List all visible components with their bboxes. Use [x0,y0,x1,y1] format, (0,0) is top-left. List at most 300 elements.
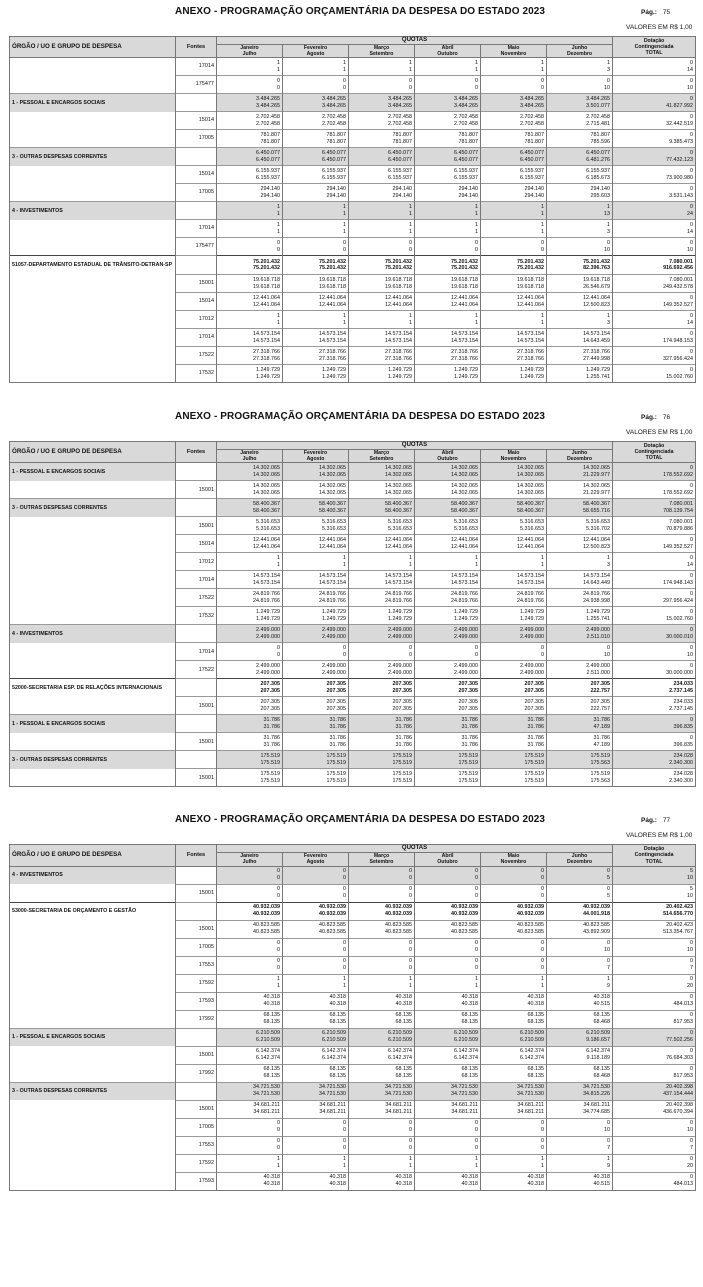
quota-cell [481,166,547,184]
quota-cell [415,1118,481,1136]
quota-cell [217,589,283,607]
quota-value-second-half: 1 [409,210,412,217]
quota-value-second-half: 7 [607,965,611,972]
quota-value-second-half: 0 [409,1145,412,1152]
quota-cell [283,1154,349,1172]
quota-value-first-half: 58.400.367 [253,501,280,508]
quota-value-second-half: 0 [343,246,346,253]
quota-value-second-half: 1 [541,561,544,568]
fonte-code: 15014 [176,535,217,553]
quota-value-second-half: 68.135 [527,1019,544,1026]
quota-cell [283,184,349,202]
quota-cell [481,463,547,481]
quota-cell [481,956,547,974]
dotacao-cell [613,535,696,553]
quota-value-second-half: 24.819.766 [517,597,544,604]
unit-row [10,902,696,920]
quota-value-first-half: 6.210.509 [454,1030,478,1037]
header-month [481,852,547,866]
quota-value-second-half: 68.135 [461,1019,478,1026]
quota-cell [349,884,415,902]
header-month-first: Junho [571,852,588,859]
quota-cell [217,58,283,76]
quota-value-second-half: 24.819.766 [451,597,478,604]
quota-value-first-half: 1.249.729 [388,367,412,374]
quota-cell [217,1118,283,1136]
org-label [10,311,176,329]
quota-cell [283,202,349,220]
quota-value-first-half: 1 [343,555,346,562]
quota-value-first-half: 781.807 [260,132,280,139]
dotacao-cell [613,1100,696,1118]
quota-value-second-half: 14.573.154 [451,579,478,586]
quota-value-first-half: 14.302.065 [517,483,544,490]
quota-cell [217,256,283,275]
quota-cell [217,866,283,884]
org-label: 1 - PESSOAL E ENCARGOS SOCIAIS [10,715,176,733]
header-month-second: Outubro [437,50,458,57]
dotacao-contingenciada: 20.402.423 [666,904,694,911]
quota-value-first-half: 40.823.585 [583,922,611,929]
quota-value-second-half: 6.155.937 [322,174,346,181]
quota-value-first-half: 1 [541,204,544,211]
quota-cell [283,238,349,256]
quota-value-second-half: 58.400.367 [517,507,544,514]
quota-cell [547,715,613,733]
quota-cell [283,553,349,571]
quota-cell [481,751,547,769]
quota-cell [547,625,613,643]
quota-value-second-half: 0 [343,84,346,91]
quota-value-second-half: 1.249.729 [520,373,544,380]
quota-cell [481,679,547,697]
quota-value-first-half: 0 [541,886,544,893]
quota-cell [481,733,547,751]
dotacao-contingenciada: 0 [690,349,694,356]
quota-value-second-half: 12.441.064 [451,301,478,308]
quota-value-first-half: 6.210.509 [586,1030,611,1037]
dotacao-cell [613,166,696,184]
quota-value-second-half: 27.449.998 [583,355,611,362]
quota-value-first-half: 2.499.000 [388,663,412,670]
quota-value-first-half: 2.499.000 [454,627,478,634]
header-month [415,44,481,58]
quota-value-first-half: 0 [541,1120,544,1127]
quota-cell [481,184,547,202]
quota-cell [415,293,481,311]
fonte-code: 15014 [176,293,217,311]
quota-value-first-half: 1 [343,1156,346,1163]
quota-value-second-half: 0 [277,1145,280,1152]
org-label [10,884,176,902]
quota-cell [481,481,547,499]
quota-cell [217,733,283,751]
header-dotacao-line: TOTAL [645,50,663,57]
quota-cell [349,202,415,220]
quota-value-second-half: 175.519 [524,777,544,784]
quota-value-first-half: 1 [409,222,412,229]
quota-value-first-half: 1 [541,313,544,320]
quota-value-first-half: 14.573.154 [253,331,280,338]
header-month-second: Agosto [306,456,325,463]
quota-value-first-half: 1 [277,204,280,211]
quota-value-second-half: 0 [409,651,412,658]
quota-value-first-half: 1 [607,222,611,229]
quota-value-second-half: 12.500.823 [583,543,611,550]
dotacao-cell [613,220,696,238]
dotacao-total: 77.432.123 [666,156,694,163]
header-month-first: Maio [507,852,520,859]
quota-cell [547,1064,613,1082]
quota-value-first-half: 14.302.065 [385,483,412,490]
quota-cell [415,607,481,625]
dotacao-contingenciada: 5 [690,868,694,875]
quota-value-second-half: 12.441.064 [451,543,478,550]
dotacao-contingenciada: 0 [690,204,694,211]
quota-value-second-half: 1 [475,561,478,568]
header-month-first: Abril [441,44,454,51]
source-row [10,553,696,571]
quota-value-second-half: 0 [277,246,280,253]
quota-value-second-half: 0 [409,893,412,900]
dotacao-total: 437.154.444 [663,1091,694,1098]
quota-cell [283,679,349,697]
quota-value-second-half: 0 [409,965,412,972]
source-row [10,571,696,589]
quota-value-second-half: 294.140 [458,192,478,199]
quota-value-first-half: 0 [277,240,280,247]
quota-cell [481,884,547,902]
fonte-code: 17532 [176,365,217,383]
expense-group-row [10,625,696,643]
header-quotas: QUOTAS [217,442,613,450]
source-row [10,535,696,553]
quota-value-first-half: 6.142.374 [586,1048,611,1055]
source-row [10,238,696,256]
quota-value-first-half: 0 [607,645,611,652]
fonte-code: 17012 [176,311,217,329]
dotacao-cell [613,920,696,938]
dotacao-contingenciada: 0 [690,1066,694,1073]
dotacao-total: 30.000.010 [666,633,694,640]
quota-value-first-half: 0 [277,868,280,875]
quota-value-first-half: 1 [475,222,478,229]
quota-value-second-half: 1 [475,1163,478,1170]
quota-value-second-half: 0 [475,965,478,972]
dotacao-contingenciada: 0 [690,976,694,983]
dotacao-contingenciada: 0 [690,483,694,490]
quota-cell [415,202,481,220]
quota-value-first-half: 6.210.509 [322,1030,346,1037]
quota-value-second-half: 3.484.265 [520,102,544,109]
quota-value-first-half: 0 [277,78,280,85]
quota-cell [217,697,283,715]
quota-value-first-half: 34.681.211 [451,1102,478,1109]
dotacao-cell [613,94,696,112]
quota-value-second-half: 1.255.741 [586,373,611,380]
quota-value-second-half: 43.892.909 [583,929,611,936]
quota-value-second-half: 1 [277,210,280,217]
dotacao-total: 178.552.692 [663,489,694,496]
quota-value-second-half: 40.932.039 [319,911,346,918]
quota-value-second-half: 175.519 [326,759,346,766]
quota-cell [481,643,547,661]
header-month-second: Setembro [369,859,394,866]
quota-value-second-half: 14.573.154 [319,579,346,586]
quota-value-second-half: 3 [607,228,611,235]
quota-value-first-half: 68.135 [461,1066,478,1073]
quota-cell [415,625,481,643]
fonte-code [176,202,217,220]
quota-value-second-half: 14.573.154 [517,579,544,586]
quota-value-first-half: 294.140 [590,186,611,193]
quota-cell [349,517,415,535]
quota-value-second-half: 58.400.367 [319,507,346,514]
quota-value-first-half: 31.786 [263,717,280,724]
header-month-first: Março [373,852,390,859]
quota-value-first-half: 2.499.000 [520,627,544,634]
quota-value-first-half: 1 [475,60,478,67]
quota-cell [547,365,613,383]
quota-value-second-half: 6.142.374 [454,1055,478,1062]
quota-value-first-half: 12.441.064 [451,295,478,302]
org-label [10,589,176,607]
dotacao-total: 3.531.143 [669,192,694,199]
fonte-code: 17014 [176,329,217,347]
quota-cell [481,112,547,130]
dotacao-cell [613,463,696,481]
org-label [10,938,176,956]
org-label [10,1118,176,1136]
quota-cell [481,1154,547,1172]
quota-value-second-half: 1 [541,983,544,990]
quota-cell [283,1082,349,1100]
quota-value-first-half: 0 [277,940,280,947]
quota-value-second-half: 1 [541,228,544,235]
quota-value-first-half: 1.249.729 [586,367,611,374]
quota-value-second-half: 75.201.432 [451,265,478,272]
quota-value-first-half: 175.519 [260,771,280,778]
dotacao-cell [613,293,696,311]
source-row [10,938,696,956]
quota-value-second-half: 175.563 [590,759,611,766]
quota-value-second-half: 1 [541,210,544,217]
quota-value-second-half: 75.201.432 [253,265,280,272]
quota-cell [547,481,613,499]
header-month-first: Maio [507,44,520,51]
header-month-first: Fevereiro [303,449,328,456]
quota-cell [349,751,415,769]
source-row [10,329,696,347]
quota-value-second-half: 10 [604,651,611,658]
quota-value-second-half: 0 [343,651,346,658]
quota-cell [415,256,481,275]
header-month [283,449,349,463]
fonte-code: 17014 [176,643,217,661]
quota-cell [283,643,349,661]
quota-value-second-half: 24.938.998 [583,597,611,604]
expense-group-row [10,202,696,220]
quota-value-second-half: 0 [541,1127,544,1134]
dotacao-cell [613,238,696,256]
quota-cell [481,625,547,643]
budget-table [9,844,696,1190]
quota-value-second-half: 27.318.766 [451,355,478,362]
quota-value-first-half: 0 [541,958,544,965]
quota-value-first-half: 1 [607,555,611,562]
quota-value-first-half: 1 [277,555,280,562]
org-label: 3 - OUTRAS DESPESAS CORRENTES [10,751,176,769]
quota-value-second-half: 14.643.449 [583,579,611,586]
quota-value-second-half: 3.484.265 [388,102,412,109]
quota-value-second-half: 6.155.937 [388,174,412,181]
quota-value-first-half: 40.823.585 [517,922,544,929]
org-label [10,769,176,787]
quota-value-first-half: 0 [541,1138,544,1145]
quota-value-second-half: 14.302.065 [385,489,412,496]
quota-value-first-half: 40.318 [527,994,544,1001]
org-label [10,992,176,1010]
quota-value-second-half: 21.229.977 [583,471,611,478]
header-org: ÓRGÃO / UO E GRUPO DE DESPESA [10,37,176,58]
quota-value-second-half: 0 [343,965,346,972]
quota-value-second-half: 0 [277,84,280,91]
header-org: ÓRGÃO / UO E GRUPO DE DESPESA [10,442,176,463]
quota-cell [547,517,613,535]
header-month-first: Fevereiro [303,852,328,859]
source-row [10,1118,696,1136]
quota-cell [283,112,349,130]
quota-cell [415,1136,481,1154]
quota-value-first-half: 1 [541,222,544,229]
report-page [0,0,703,383]
quota-value-second-half: 31.786 [395,741,412,748]
dotacao-contingenciada: 7.080.001 [669,258,694,265]
dotacao-cell [613,607,696,625]
fonte-code: 15014 [176,112,217,130]
quota-value-second-half: 34.681.211 [253,1109,280,1116]
quota-value-first-half: 175.519 [590,753,611,760]
quota-cell [217,1028,283,1046]
quota-cell [481,202,547,220]
quota-value-second-half: 0 [409,1127,412,1134]
quota-cell [349,938,415,956]
quota-cell [283,571,349,589]
dotacao-cell [613,661,696,679]
quota-cell [283,499,349,517]
header-month-first: Junho [571,44,588,51]
quota-cell [283,347,349,365]
quota-value-first-half: 0 [541,78,544,85]
quota-value-second-half: 6.210.509 [388,1037,412,1044]
quota-cell [283,130,349,148]
quota-value-second-half: 14.573.154 [253,337,280,344]
quota-value-first-half: 14.302.065 [451,465,478,472]
quota-value-first-half: 294.140 [524,186,544,193]
quota-value-second-half: 1 [277,66,280,73]
quota-value-first-half: 0 [475,645,478,652]
quota-value-first-half: 40.932.039 [319,904,346,911]
quota-value-second-half: 175.519 [458,777,478,784]
expense-group-row [10,751,696,769]
quota-value-first-half: 6.450.077 [322,150,346,157]
quota-cell [547,166,613,184]
quota-value-second-half: 27.318.766 [253,355,280,362]
quota-value-second-half: 6.142.374 [256,1055,280,1062]
quota-value-first-half: 0 [409,868,412,875]
org-label [10,733,176,751]
quota-value-first-half: 0 [277,958,280,965]
header-month-first: Março [373,449,390,456]
quota-value-second-half: 6.450.077 [322,156,346,163]
quota-value-first-half: 58.400.367 [319,501,346,508]
quota-cell [415,697,481,715]
header-quotas: QUOTAS [217,37,613,45]
quota-cell [283,148,349,166]
quota-value-first-half: 12.441.064 [385,295,412,302]
source-row [10,1172,696,1190]
fonte-code: 17553 [176,1136,217,1154]
quota-cell [217,1010,283,1028]
quota-value-first-half: 0 [607,240,611,247]
quota-value-first-half: 6.450.077 [454,150,478,157]
fonte-code: 175477 [176,238,217,256]
fonte-code: 15001 [176,769,217,787]
quota-value-first-half: 0 [475,868,478,875]
quota-value-first-half: 0 [541,868,544,875]
quota-value-second-half: 0 [343,875,346,882]
quota-value-first-half: 6.142.374 [256,1048,280,1055]
quota-value-first-half: 31.786 [329,735,346,742]
quota-value-second-half: 0 [409,246,412,253]
quota-cell [349,697,415,715]
quota-cell [217,661,283,679]
dotacao-total: 484.013 [673,1001,694,1008]
quota-value-second-half: 2.499.000 [520,669,544,676]
quota-cell [415,571,481,589]
dotacao-contingenciada: 0 [690,168,694,175]
quota-cell [547,679,613,697]
quota-value-second-half: 34.681.211 [517,1109,544,1116]
quota-value-second-half: 6.210.509 [322,1037,346,1044]
quota-value-second-half: 58.655.716 [583,507,611,514]
quota-value-first-half: 6.155.937 [256,168,280,175]
quota-value-first-half: 14.302.065 [253,465,280,472]
quota-value-first-half: 40.932.039 [253,904,280,911]
quota-value-first-half: 14.573.154 [583,573,611,580]
header-month-second: Outubro [437,456,458,463]
source-row [10,992,696,1010]
quota-value-first-half: 175.519 [458,771,478,778]
quota-cell [217,347,283,365]
quota-value-second-half: 2.702.458 [520,120,544,127]
quota-value-second-half: 10 [604,84,611,91]
quota-value-second-half: 1 [475,319,478,326]
quota-value-second-half: 68.135 [527,1073,544,1080]
quota-value-second-half: 40.932.039 [385,911,412,918]
fonte-code: 15001 [176,275,217,293]
header-month-second: Dezembro [566,859,593,866]
dotacao-contingenciada: 0 [690,958,694,965]
dotacao-total: 41.827.992 [666,102,694,109]
quota-value-second-half: 175.563 [590,777,611,784]
expense-group-row [10,715,696,733]
quota-value-second-half: 1 [409,228,412,235]
quota-value-first-half: 34.681.211 [253,1102,280,1109]
header-dotacao-line: TOTAL [645,455,663,462]
quota-value-first-half: 34.681.211 [319,1102,346,1109]
source-row [10,275,696,293]
